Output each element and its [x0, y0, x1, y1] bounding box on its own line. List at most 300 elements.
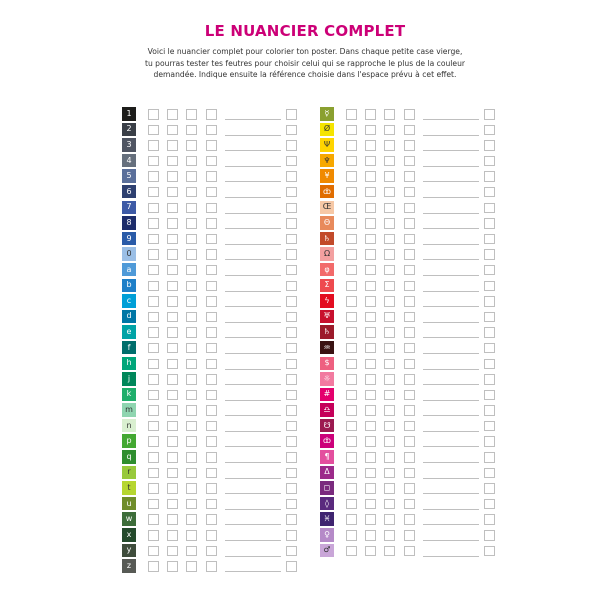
- check-box[interactable]: [286, 452, 297, 463]
- test-box[interactable]: [206, 296, 217, 307]
- test-box[interactable]: [206, 156, 217, 167]
- check-box[interactable]: [484, 405, 495, 416]
- test-box[interactable]: [404, 514, 415, 525]
- test-box[interactable]: [346, 374, 357, 385]
- test-box[interactable]: [365, 359, 376, 370]
- test-box[interactable]: [346, 436, 357, 447]
- check-box[interactable]: [484, 468, 495, 479]
- reference-line[interactable]: [423, 446, 479, 447]
- test-box[interactable]: [365, 125, 376, 136]
- test-box[interactable]: [167, 109, 178, 120]
- test-box[interactable]: [404, 109, 415, 120]
- test-box[interactable]: [167, 561, 178, 572]
- test-box[interactable]: [167, 546, 178, 557]
- test-box[interactable]: [384, 530, 395, 541]
- check-box[interactable]: [286, 125, 297, 136]
- test-box[interactable]: [148, 109, 159, 120]
- test-box[interactable]: [404, 171, 415, 182]
- reference-line[interactable]: [423, 556, 479, 557]
- test-box[interactable]: [148, 374, 159, 385]
- test-box[interactable]: [384, 390, 395, 401]
- test-box[interactable]: [206, 436, 217, 447]
- test-box[interactable]: [167, 343, 178, 354]
- test-box[interactable]: [148, 265, 159, 276]
- test-box[interactable]: [346, 249, 357, 260]
- reference-line[interactable]: [225, 431, 281, 432]
- test-box[interactable]: [404, 312, 415, 323]
- test-box[interactable]: [404, 265, 415, 276]
- test-box[interactable]: [346, 109, 357, 120]
- test-box[interactable]: [206, 125, 217, 136]
- test-box[interactable]: [346, 187, 357, 198]
- test-box[interactable]: [206, 281, 217, 292]
- check-box[interactable]: [484, 156, 495, 167]
- reference-line[interactable]: [225, 259, 281, 260]
- test-box[interactable]: [346, 327, 357, 338]
- test-box[interactable]: [404, 234, 415, 245]
- test-box[interactable]: [404, 203, 415, 214]
- test-box[interactable]: [206, 514, 217, 525]
- test-box[interactable]: [206, 218, 217, 229]
- reference-line[interactable]: [225, 337, 281, 338]
- reference-line[interactable]: [225, 275, 281, 276]
- check-box[interactable]: [484, 390, 495, 401]
- test-box[interactable]: [206, 234, 217, 245]
- test-box[interactable]: [206, 421, 217, 432]
- reference-line[interactable]: [423, 540, 479, 541]
- test-box[interactable]: [365, 312, 376, 323]
- check-box[interactable]: [484, 187, 495, 198]
- check-box[interactable]: [484, 546, 495, 557]
- check-box[interactable]: [484, 203, 495, 214]
- test-box[interactable]: [404, 343, 415, 354]
- check-box[interactable]: [286, 359, 297, 370]
- test-box[interactable]: [365, 499, 376, 510]
- test-box[interactable]: [206, 109, 217, 120]
- test-box[interactable]: [186, 499, 197, 510]
- test-box[interactable]: [148, 390, 159, 401]
- check-box[interactable]: [286, 436, 297, 447]
- test-box[interactable]: [346, 514, 357, 525]
- test-box[interactable]: [167, 140, 178, 151]
- reference-line[interactable]: [225, 291, 281, 292]
- check-box[interactable]: [484, 436, 495, 447]
- test-box[interactable]: [346, 203, 357, 214]
- test-box[interactable]: [346, 296, 357, 307]
- test-box[interactable]: [384, 327, 395, 338]
- test-box[interactable]: [167, 296, 178, 307]
- test-box[interactable]: [206, 405, 217, 416]
- reference-line[interactable]: [423, 337, 479, 338]
- reference-line[interactable]: [423, 384, 479, 385]
- test-box[interactable]: [365, 436, 376, 447]
- test-box[interactable]: [148, 187, 159, 198]
- test-box[interactable]: [148, 405, 159, 416]
- test-box[interactable]: [186, 530, 197, 541]
- reference-line[interactable]: [423, 462, 479, 463]
- test-box[interactable]: [186, 125, 197, 136]
- test-box[interactable]: [384, 249, 395, 260]
- test-box[interactable]: [346, 265, 357, 276]
- test-box[interactable]: [206, 343, 217, 354]
- check-box[interactable]: [484, 296, 495, 307]
- test-box[interactable]: [365, 343, 376, 354]
- test-box[interactable]: [404, 499, 415, 510]
- test-box[interactable]: [186, 514, 197, 525]
- test-box[interactable]: [148, 218, 159, 229]
- test-box[interactable]: [384, 514, 395, 525]
- check-box[interactable]: [484, 327, 495, 338]
- test-box[interactable]: [148, 468, 159, 479]
- test-box[interactable]: [365, 452, 376, 463]
- test-box[interactable]: [167, 249, 178, 260]
- check-box[interactable]: [286, 374, 297, 385]
- reference-line[interactable]: [225, 369, 281, 370]
- test-box[interactable]: [167, 514, 178, 525]
- test-box[interactable]: [186, 171, 197, 182]
- test-box[interactable]: [186, 312, 197, 323]
- test-box[interactable]: [148, 312, 159, 323]
- test-box[interactable]: [384, 343, 395, 354]
- reference-line[interactable]: [423, 478, 479, 479]
- test-box[interactable]: [167, 530, 178, 541]
- test-box[interactable]: [148, 452, 159, 463]
- test-box[interactable]: [384, 421, 395, 432]
- test-box[interactable]: [384, 203, 395, 214]
- reference-line[interactable]: [423, 119, 479, 120]
- test-box[interactable]: [384, 546, 395, 557]
- test-box[interactable]: [404, 468, 415, 479]
- check-box[interactable]: [484, 109, 495, 120]
- reference-line[interactable]: [423, 135, 479, 136]
- test-box[interactable]: [365, 203, 376, 214]
- check-box[interactable]: [484, 530, 495, 541]
- check-box[interactable]: [484, 265, 495, 276]
- check-box[interactable]: [286, 390, 297, 401]
- reference-line[interactable]: [225, 478, 281, 479]
- test-box[interactable]: [206, 374, 217, 385]
- test-box[interactable]: [404, 327, 415, 338]
- test-box[interactable]: [167, 187, 178, 198]
- test-box[interactable]: [186, 405, 197, 416]
- test-box[interactable]: [346, 343, 357, 354]
- test-box[interactable]: [384, 436, 395, 447]
- test-box[interactable]: [167, 156, 178, 167]
- test-box[interactable]: [346, 390, 357, 401]
- reference-line[interactable]: [225, 415, 281, 416]
- test-box[interactable]: [346, 421, 357, 432]
- test-box[interactable]: [148, 530, 159, 541]
- test-box[interactable]: [206, 249, 217, 260]
- test-box[interactable]: [384, 405, 395, 416]
- test-box[interactable]: [384, 483, 395, 494]
- test-box[interactable]: [365, 296, 376, 307]
- test-box[interactable]: [148, 483, 159, 494]
- reference-line[interactable]: [225, 306, 281, 307]
- test-box[interactable]: [404, 187, 415, 198]
- check-box[interactable]: [286, 546, 297, 557]
- check-box[interactable]: [484, 452, 495, 463]
- test-box[interactable]: [148, 561, 159, 572]
- check-box[interactable]: [484, 312, 495, 323]
- reference-line[interactable]: [225, 166, 281, 167]
- check-box[interactable]: [286, 421, 297, 432]
- test-box[interactable]: [186, 156, 197, 167]
- check-box[interactable]: [484, 218, 495, 229]
- reference-line[interactable]: [225, 244, 281, 245]
- test-box[interactable]: [206, 499, 217, 510]
- test-box[interactable]: [384, 109, 395, 120]
- test-box[interactable]: [404, 125, 415, 136]
- test-box[interactable]: [148, 156, 159, 167]
- check-box[interactable]: [484, 171, 495, 182]
- test-box[interactable]: [167, 452, 178, 463]
- test-box[interactable]: [186, 390, 197, 401]
- test-box[interactable]: [404, 374, 415, 385]
- check-box[interactable]: [286, 249, 297, 260]
- test-box[interactable]: [365, 281, 376, 292]
- test-box[interactable]: [186, 546, 197, 557]
- test-box[interactable]: [167, 265, 178, 276]
- test-box[interactable]: [404, 296, 415, 307]
- check-box[interactable]: [286, 203, 297, 214]
- test-box[interactable]: [167, 468, 178, 479]
- check-box[interactable]: [484, 483, 495, 494]
- test-box[interactable]: [148, 171, 159, 182]
- reference-line[interactable]: [423, 353, 479, 354]
- test-box[interactable]: [404, 359, 415, 370]
- test-box[interactable]: [206, 265, 217, 276]
- test-box[interactable]: [167, 327, 178, 338]
- test-box[interactable]: [346, 546, 357, 557]
- test-box[interactable]: [404, 452, 415, 463]
- test-box[interactable]: [404, 249, 415, 260]
- test-box[interactable]: [346, 452, 357, 463]
- test-box[interactable]: [148, 249, 159, 260]
- check-box[interactable]: [286, 109, 297, 120]
- test-box[interactable]: [167, 374, 178, 385]
- reference-line[interactable]: [225, 384, 281, 385]
- test-box[interactable]: [346, 468, 357, 479]
- test-box[interactable]: [384, 296, 395, 307]
- test-box[interactable]: [206, 546, 217, 557]
- test-box[interactable]: [148, 436, 159, 447]
- test-box[interactable]: [365, 483, 376, 494]
- test-box[interactable]: [167, 171, 178, 182]
- reference-line[interactable]: [423, 244, 479, 245]
- reference-line[interactable]: [423, 306, 479, 307]
- test-box[interactable]: [384, 281, 395, 292]
- test-box[interactable]: [365, 265, 376, 276]
- test-box[interactable]: [148, 281, 159, 292]
- check-box[interactable]: [484, 249, 495, 260]
- reference-line[interactable]: [225, 135, 281, 136]
- test-box[interactable]: [365, 468, 376, 479]
- test-box[interactable]: [206, 452, 217, 463]
- test-box[interactable]: [365, 234, 376, 245]
- reference-line[interactable]: [225, 462, 281, 463]
- test-box[interactable]: [404, 530, 415, 541]
- test-box[interactable]: [404, 546, 415, 557]
- test-box[interactable]: [167, 483, 178, 494]
- test-box[interactable]: [365, 140, 376, 151]
- reference-line[interactable]: [225, 181, 281, 182]
- test-box[interactable]: [186, 187, 197, 198]
- check-box[interactable]: [286, 483, 297, 494]
- reference-line[interactable]: [423, 166, 479, 167]
- test-box[interactable]: [148, 203, 159, 214]
- reference-line[interactable]: [225, 556, 281, 557]
- test-box[interactable]: [167, 359, 178, 370]
- reference-line[interactable]: [423, 431, 479, 432]
- test-box[interactable]: [346, 359, 357, 370]
- check-box[interactable]: [484, 281, 495, 292]
- test-box[interactable]: [186, 561, 197, 572]
- test-box[interactable]: [384, 156, 395, 167]
- test-box[interactable]: [346, 140, 357, 151]
- test-box[interactable]: [167, 421, 178, 432]
- check-box[interactable]: [286, 296, 297, 307]
- reference-line[interactable]: [225, 400, 281, 401]
- test-box[interactable]: [186, 296, 197, 307]
- check-box[interactable]: [484, 234, 495, 245]
- reference-line[interactable]: [225, 446, 281, 447]
- test-box[interactable]: [148, 234, 159, 245]
- test-box[interactable]: [186, 234, 197, 245]
- test-box[interactable]: [365, 218, 376, 229]
- reference-line[interactable]: [225, 322, 281, 323]
- test-box[interactable]: [404, 390, 415, 401]
- test-box[interactable]: [365, 374, 376, 385]
- reference-line[interactable]: [225, 119, 281, 120]
- test-box[interactable]: [186, 109, 197, 120]
- test-box[interactable]: [206, 359, 217, 370]
- reference-line[interactable]: [225, 228, 281, 229]
- check-box[interactable]: [484, 343, 495, 354]
- test-box[interactable]: [167, 234, 178, 245]
- test-box[interactable]: [186, 265, 197, 276]
- test-box[interactable]: [148, 546, 159, 557]
- test-box[interactable]: [186, 218, 197, 229]
- reference-line[interactable]: [225, 150, 281, 151]
- test-box[interactable]: [148, 125, 159, 136]
- test-box[interactable]: [167, 405, 178, 416]
- check-box[interactable]: [484, 125, 495, 136]
- test-box[interactable]: [404, 218, 415, 229]
- test-box[interactable]: [206, 187, 217, 198]
- check-box[interactable]: [484, 140, 495, 151]
- test-box[interactable]: [346, 312, 357, 323]
- test-box[interactable]: [384, 125, 395, 136]
- test-box[interactable]: [365, 405, 376, 416]
- test-box[interactable]: [346, 405, 357, 416]
- reference-line[interactable]: [423, 181, 479, 182]
- test-box[interactable]: [167, 203, 178, 214]
- test-box[interactable]: [365, 109, 376, 120]
- test-box[interactable]: [404, 436, 415, 447]
- test-box[interactable]: [346, 499, 357, 510]
- test-box[interactable]: [384, 312, 395, 323]
- check-box[interactable]: [286, 281, 297, 292]
- check-box[interactable]: [286, 561, 297, 572]
- test-box[interactable]: [206, 561, 217, 572]
- check-box[interactable]: [286, 468, 297, 479]
- test-box[interactable]: [404, 421, 415, 432]
- test-box[interactable]: [346, 281, 357, 292]
- test-box[interactable]: [384, 218, 395, 229]
- check-box[interactable]: [286, 514, 297, 525]
- reference-line[interactable]: [423, 213, 479, 214]
- test-box[interactable]: [186, 421, 197, 432]
- reference-line[interactable]: [423, 275, 479, 276]
- reference-line[interactable]: [225, 571, 281, 572]
- test-box[interactable]: [346, 171, 357, 182]
- test-box[interactable]: [148, 343, 159, 354]
- reference-line[interactable]: [225, 493, 281, 494]
- reference-line[interactable]: [423, 415, 479, 416]
- test-box[interactable]: [384, 499, 395, 510]
- test-box[interactable]: [346, 218, 357, 229]
- test-box[interactable]: [206, 140, 217, 151]
- reference-line[interactable]: [423, 509, 479, 510]
- test-box[interactable]: [404, 140, 415, 151]
- reference-line[interactable]: [423, 493, 479, 494]
- reference-line[interactable]: [225, 197, 281, 198]
- test-box[interactable]: [206, 468, 217, 479]
- test-box[interactable]: [404, 405, 415, 416]
- test-box[interactable]: [148, 140, 159, 151]
- test-box[interactable]: [148, 327, 159, 338]
- check-box[interactable]: [286, 405, 297, 416]
- test-box[interactable]: [346, 234, 357, 245]
- test-box[interactable]: [186, 374, 197, 385]
- test-box[interactable]: [365, 249, 376, 260]
- check-box[interactable]: [286, 530, 297, 541]
- reference-line[interactable]: [423, 259, 479, 260]
- test-box[interactable]: [384, 171, 395, 182]
- check-box[interactable]: [286, 265, 297, 276]
- test-box[interactable]: [365, 171, 376, 182]
- reference-line[interactable]: [225, 540, 281, 541]
- check-box[interactable]: [484, 514, 495, 525]
- test-box[interactable]: [186, 468, 197, 479]
- reference-line[interactable]: [423, 524, 479, 525]
- test-box[interactable]: [167, 312, 178, 323]
- test-box[interactable]: [186, 140, 197, 151]
- test-box[interactable]: [365, 530, 376, 541]
- test-box[interactable]: [186, 452, 197, 463]
- reference-line[interactable]: [423, 228, 479, 229]
- test-box[interactable]: [384, 265, 395, 276]
- test-box[interactable]: [346, 125, 357, 136]
- test-box[interactable]: [148, 359, 159, 370]
- check-box[interactable]: [286, 343, 297, 354]
- test-box[interactable]: [186, 343, 197, 354]
- check-box[interactable]: [286, 312, 297, 323]
- test-box[interactable]: [186, 203, 197, 214]
- test-box[interactable]: [346, 530, 357, 541]
- test-box[interactable]: [186, 436, 197, 447]
- test-box[interactable]: [148, 514, 159, 525]
- test-box[interactable]: [365, 390, 376, 401]
- test-box[interactable]: [167, 218, 178, 229]
- test-box[interactable]: [384, 187, 395, 198]
- test-box[interactable]: [206, 483, 217, 494]
- reference-line[interactable]: [423, 369, 479, 370]
- test-box[interactable]: [384, 234, 395, 245]
- check-box[interactable]: [286, 187, 297, 198]
- check-box[interactable]: [286, 234, 297, 245]
